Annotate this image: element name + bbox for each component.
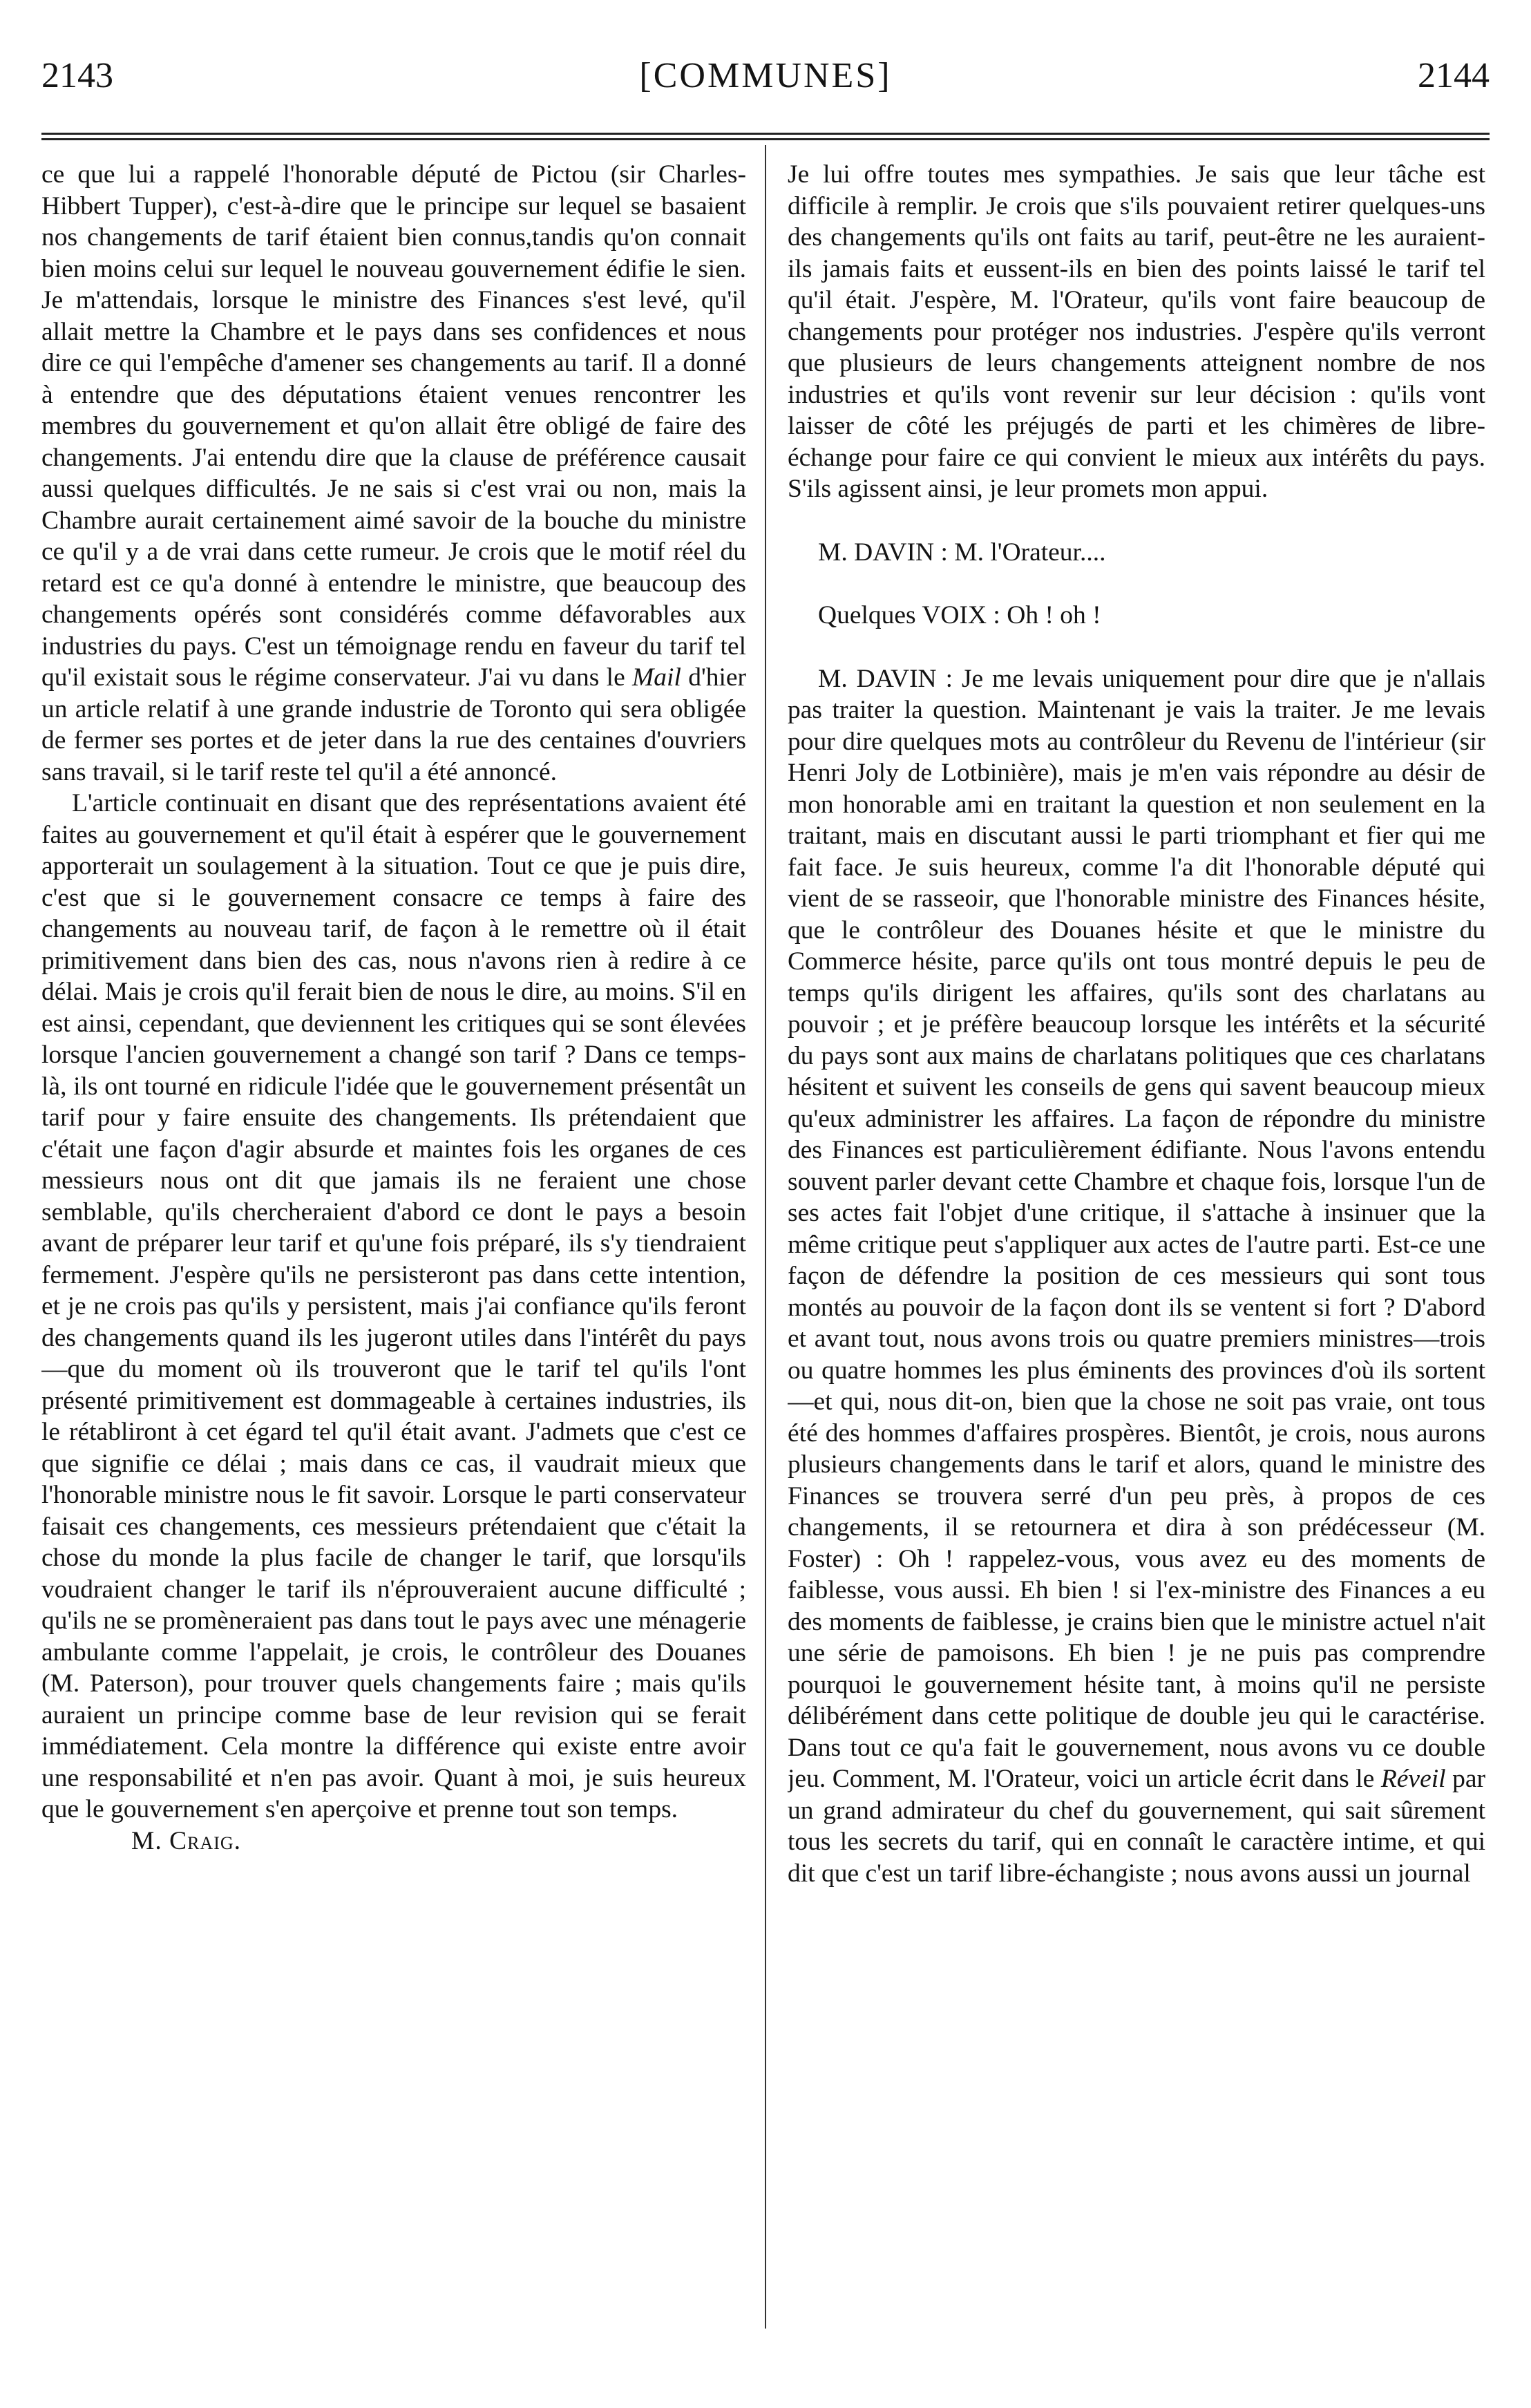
- newspaper-title: Mail: [632, 663, 681, 692]
- left-column: [41, 159, 746, 2363]
- speaker-signature: M. Craig.: [131, 1826, 242, 1855]
- speaker-name: M. DAVIN :: [818, 538, 948, 567]
- page-number-right: 2144: [1418, 56, 1490, 95]
- page-header: [41, 48, 1490, 104]
- speech-entry: [788, 537, 1485, 569]
- speech-text: M. l'Orateur....: [954, 538, 1106, 567]
- header-rule-top: [41, 133, 1490, 135]
- paragraph-text: ce que lui a rappelé l'honorable député de Pictou (sir Charles-Hibbert Tupper), c'est-à-dire que le principe sur lequel se basaient nos changements de tarif étaient bien connus,tandis qu'on connait bien moins celui sur lequel le nouveau gouvernement édifie le sien. Je m'attendais, lorsque le ministre des Finances s'est levé, qu'il allait mettre la Chambre et le pays dans ses confidences et nous dire ce qui l'empêche d'amener ses changements au tarif. Il a donné à entendre que des députations étaient venues rencontrer les membres du gouvernement et qu'on allait être obligé de faire des changements. J'ai entendu dire que la clause de préférence causait aussi quelques difficultés. Je ne sais si c'est vrai ou non, mais la Chambre aurait certainement aimé savoir de la bouche du ministre ce qu'il y a de vrai dans cette rumeur. Je crois que le motif réel du retard est ce qu'a donné à entendre le ministre, que beaucoup des changements opérés sont considérés comme défavorables aux industries du pays. C'est un témoignage rendu en faveur du tarif tel qu'il existait sous le régime conservateur. J'ai vu dans le: [41, 160, 746, 692]
- paragraph: Je lui offre toutes mes sympathies. Je sais que leur tâche est difficile à remplir. Je crois que s'ils pouvaient retirer quelques-uns des changements qu'ils ont faits au tarif, peut-être ne les auraient-ils jamais faits et eussent-ils en bien des points laissé le tarif tel qu'il était. J'espère, M. l'Orateur, qu'ils vont faire beaucoup de changements pour protéger nos industries. J'espère qu'ils verront que plusieurs de leurs changements atteignent nombre de nos industries et qu'ils vont revenir sur leur décision : qu'ils vont laisser de côté les préjugés de parti et les chimères de libre-échange pour faire ce qui convient le mieux aux intérêts du pays. S'ils agissent ainsi, je leur promets mon appui.: [788, 160, 1485, 503]
- speech-entry: [788, 600, 1485, 632]
- speech-text: Je me levais uniquement pour dire que je n'allais pas traiter la question. Maintenant je vais la traiter. Je me levais pour dire quelques mots au contrôleur du Revenu de l'intérieur (sir Henri Joly de Lotbinière), mais je m'en vais répondre au désir de mon honorable ami en traitant la question et non seulement en la traitant, mais en discutant aussi le parti triomphant et fier qui me fait face. Je suis heureux, comme l'a dit l'honorable député qui vient de se rasseoir, que l'honorable ministre des Finances hésite, que le contrôleur des Douanes hésite et que le ministre du Commerce hésite, parce qu'ils ont tous montré depuis le peu de temps qu'ils dirigent les affaires, qu'ils sont des charlatans au pouvoir ; et je préfère beaucoup lorsque les intérêts et la sécurité du pays sont aux mains de charlatans politiques que ces charlatans hésitent et suivent les conseils de gens qui savent beaucoup mieux qu'eux administrer les affaires. La façon de répondre du ministre des Finances est particulièrement édifiante. Nous l'avons entendu souvent parler devant cette Chambre et chaque fois, lorsque l'un de ses actes fait l'objet d'une critique, il s'attache à insinuer que la même critique peut s'appliquer aux actes de l'autre parti. Est-ce une façon de défendre la position de ces messieurs qui sont tous montés au pouvoir de la façon dont ils se ventent si fort ? D'abord et avant tout, nous avons trois ou quatre premiers ministres—trois ou quatre hommes les plus éminents des provinces d'où ils sortent—et qui, nous dit-on, bien que la chose ne soit pas vraie, ont tous été des hommes d'affaires prospères. Bientôt, je crois, nous aurons plusieurs changements dans le tarif et alors, quand le ministre des Finances se trouvera serré d'un peu près, à propos de ces changements, il se retournera et dira à son prédécesseur (M. Foster) : Oh ! rappelez-vous, vous avez eu des moments de faiblesse, vous aussi. Eh bien ! si l'ex-ministre des Finances a eu des moments de faiblesse, je crains bien que le ministre actuel n'ait une série de pamoisons. Eh bien ! je ne puis pas comprendre pourquoi le gouvernement hésite tant, à moins qu'il ne persiste délibérément dans cette politique de double jeu qui le caractérise. Dans tout ce qu'a fait le gouvernement, nous avons vu ce double jeu. Comment, M. l'Orateur, voici un article écrit dans le: [788, 664, 1485, 1793]
- speaker-name: M. DAVIN :: [818, 664, 953, 693]
- newspaper-title: Réveil: [1380, 1765, 1446, 1793]
- column-divider: [765, 145, 766, 2329]
- header-rule-bottom: [41, 138, 1490, 140]
- page-number-left: 2143: [41, 56, 113, 95]
- speech-text: Oh ! oh !: [1007, 601, 1101, 629]
- speaker-name: Quelques VOIX :: [818, 601, 1000, 629]
- right-column: [788, 159, 1485, 2363]
- section-title: [COMMUNES]: [639, 56, 892, 95]
- paragraph: L'article continuait en disant que des représentations avaient été faites au gouvernement et qu'il était à espérer que le gouvernement apporterait un soulagement à la situation. Tout ce que je puis dire, c'est que si le gouvernement consacre ce temps à faire des changements au nouveau tarif, de façon à le remettre où il était primitivement dans bien des cas, nous n'avons rien à redire à ce délai. Mais je crois qu'il ferait bien de nous le dire, au moins. S'il en est ainsi, cependant, que deviennent les critiques qui se sont élevées lorsque l'ancien gouvernement a changé son tarif ? Dans ce temps-là, ils ont tourné en ridicule l'idée que le gouvernement présentât un tarif pour y faire ensuite des changements. Ils prétendaient que c'était une façon d'agir absurde et maintes fois les organes de ces messieurs nous ont dit que jamais ils ne feraient une chose semblable, qu'ils chercheraient d'abord ce dont le pays a besoin avant de préparer leur tarif et qu'une fois préparé, ils s'y tiendraient fermement. J'espère qu'ils ne persisteront pas dans cette intention, et je ne crois pas qu'ils y persistent, mais j'ai confiance qu'ils feront des changements quand ils les jugeront utiles dans l'intérêt du pays—que du moment où ils trouveront que le tarif tel qu'ils l'ont présenté primitivement est dommageable à certaines industries, ils le rétabliront à cet égard tel qu'il était avant. J'admets que c'est ce que signifie ce délai ; mais dans ce cas, il vaudrait mieux que l'honorable ministre nous le fit savoir. Lorsque le parti conservateur faisait ces changements, ces messieurs prétendaient que c'était la chose du monde la plus facile de changer le tarif, que lorsqu'ils voudraient changer le tarif ils n'éprouveraient aucune difficulté ; qu'ils ne se promèneraient pas dans tout le pays avec une ménagerie ambulante comme l'appelait, je crois, le contrôleur des Douanes (M. Paterson), pour trouver quels changements faire ; mais qu'ils auraient un principe comme base de leur revision qui se ferait immédiatement. Cela montre la différence qui existe entre avoir une responsabilité et n'en pas avoir. Quant à moi, je suis heureux que le gouvernement s'en aperçoive et prenne tout son temps.: [41, 789, 746, 1823]
- speech-text: par un grand admirateur du chef du gouvernement, qui sait sûrement tous les secrets du tarif, qui en connaît le caractère intime, et qui dit que c'est un tarif libre-échangiste ; nous avons aussi un journal: [788, 1765, 1485, 1888]
- paragraph: [41, 159, 746, 788]
- paragraph-text: d'hier un article relatif à une grande industrie de Toronto qui sera obligée de fermer ses portes et de jeter dans la rue des centaines d'ouvriers sans travail, si le tarif reste tel qu'il a été annoncé.: [41, 663, 746, 786]
- speech-entry: [788, 663, 1485, 1890]
